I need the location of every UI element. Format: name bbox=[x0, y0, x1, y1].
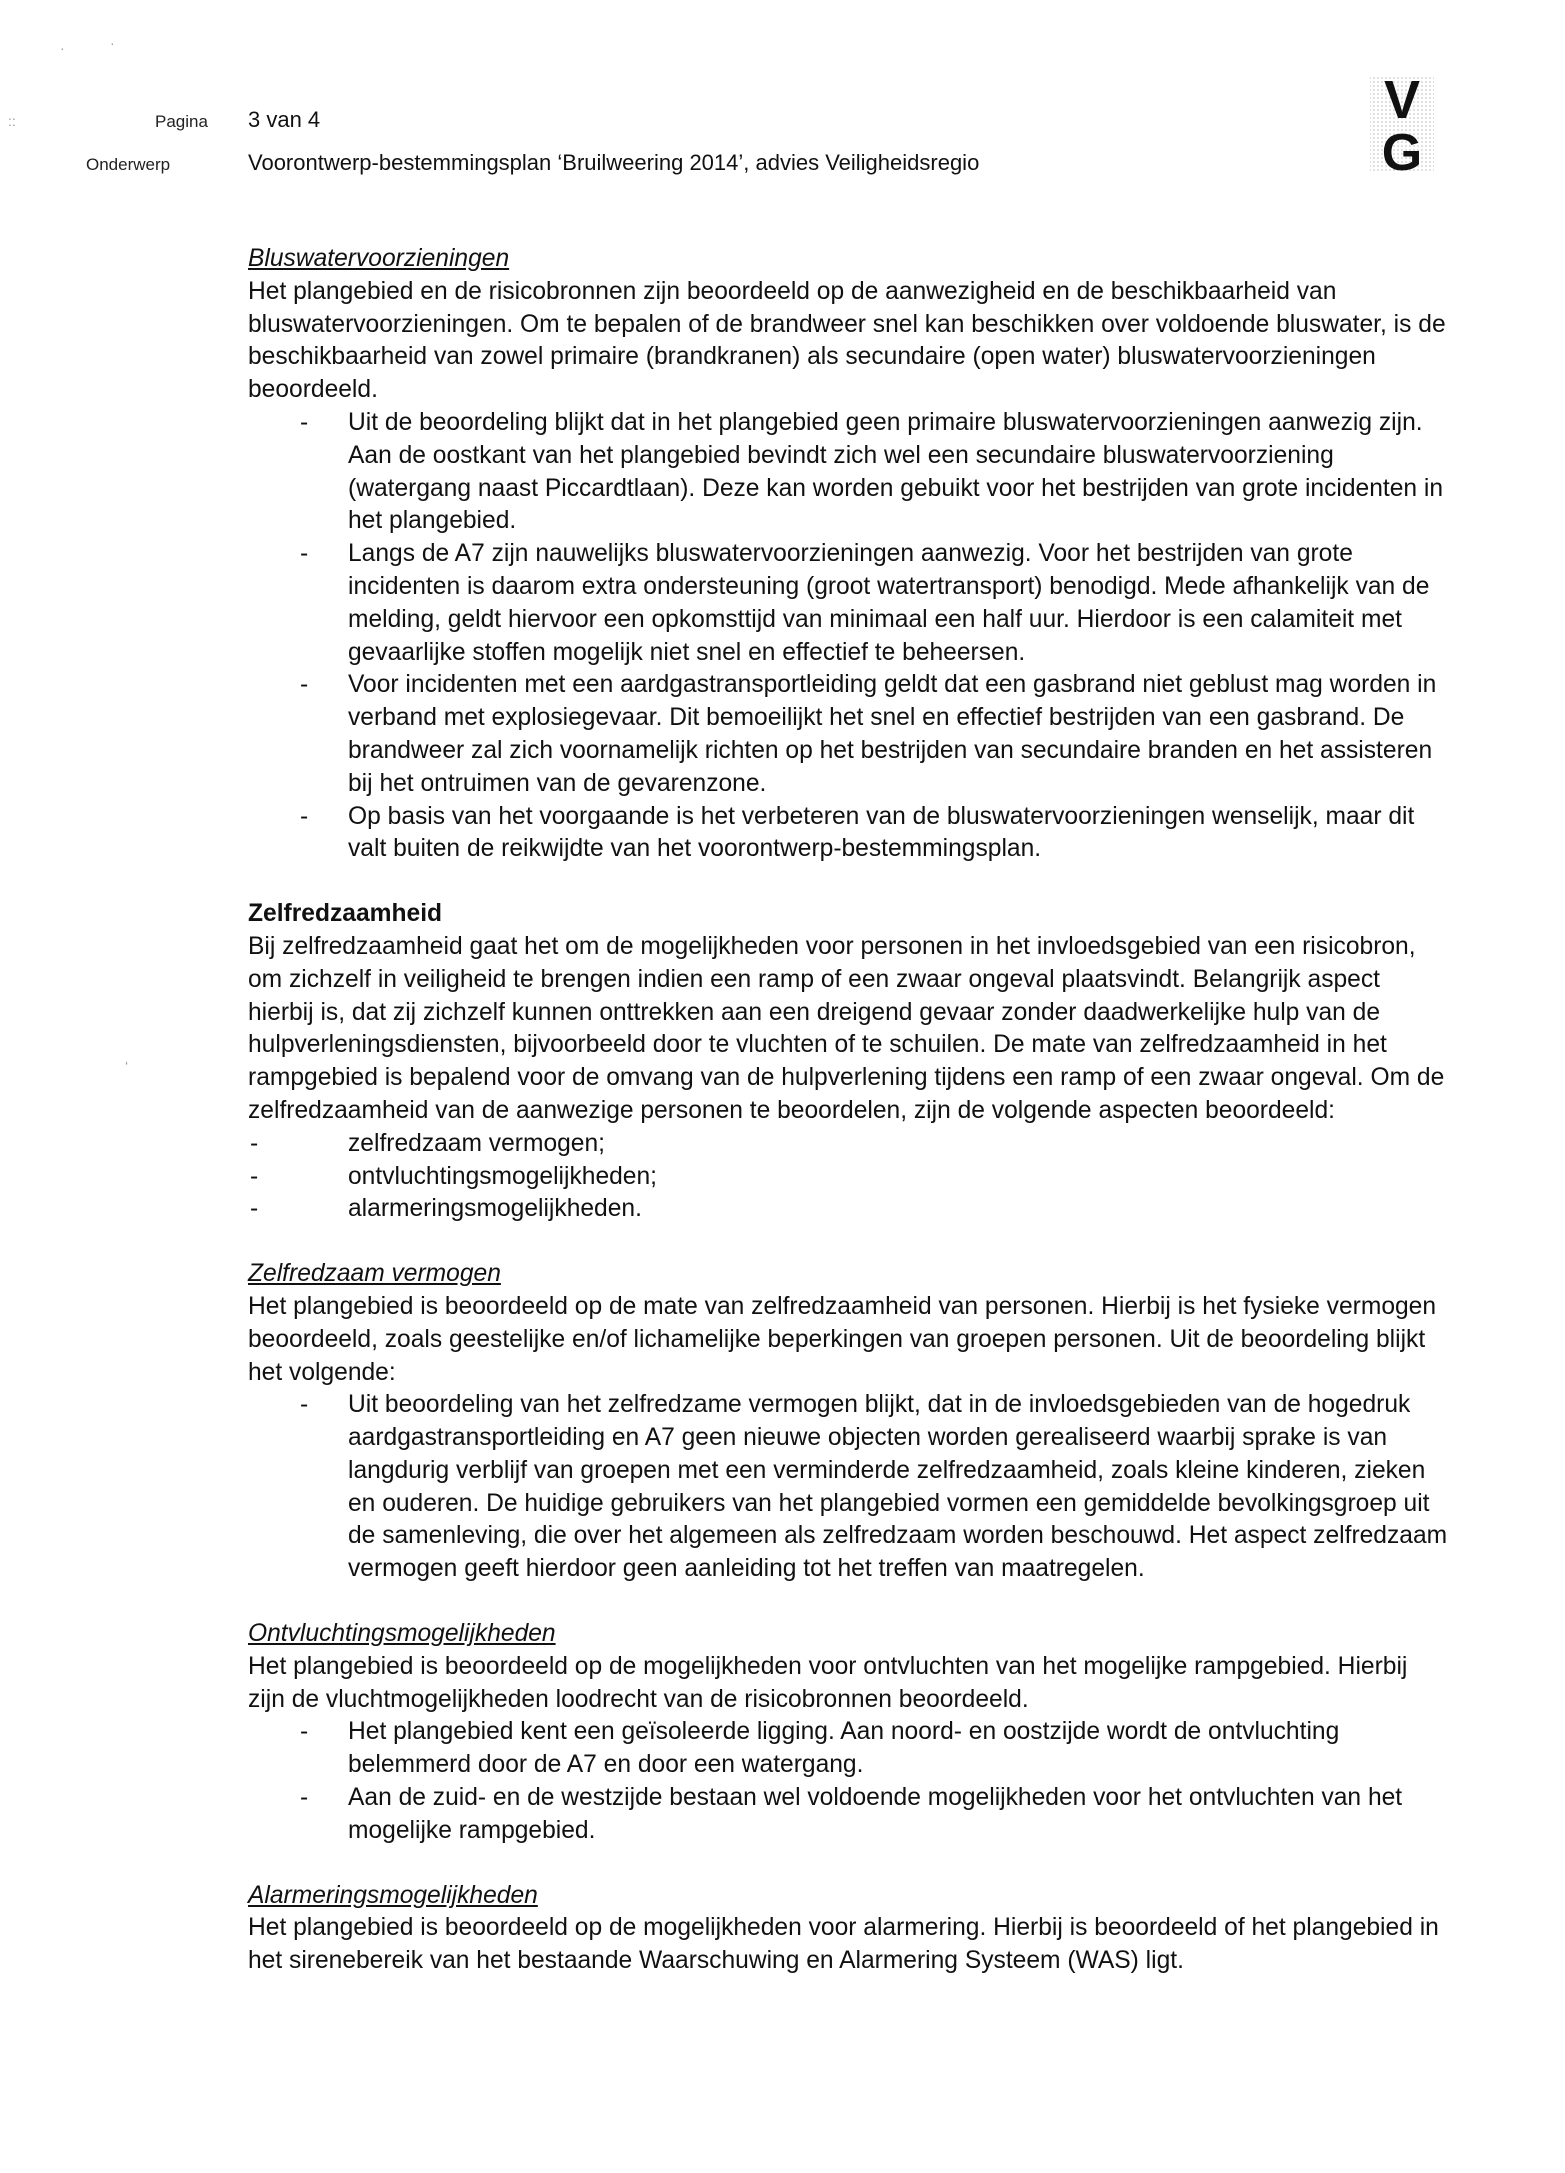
paragraph-zelfredzaamheid: Bij zelfredzaamheid gaat het om de mogelijkheden voor personen in het invloedsgebied van een risicobron, om zichzelf in veiligheid te brengen indien een ramp of een zwaar ongeval plaatsvindt. Belangrijk aspect hierbij is, dat zij zichzelf kunnen onttrekken aan een dreigend gevaar zonder daadwerkelijke hulp van de hulpverleningsdiensten, bijvoorbeeld door te vluchten of te schuilen. De mate van zelfredzaamheid in het rampgebied is bepalend voor de omvang van de hulpverlening tijdens een ramp of een zwaar ongeval. Om de zelfredzaamheid van de aanwezige personen te beoordelen, zijn de volgende aspecten beoordeeld: bbox=[248, 932, 1445, 1124]
paragraph-bluswater: Het plangebied en de risicobronnen zijn beoordeeld op de aanwezigheid en de beschikbaarheid van bluswatervoorzieningen. Om te bepalen of de brandweer snel kan beschikken over voldoende bluswater, is de beschikbaarheid van zowel primaire (brandkranen) als secundaire (open water) bluswatervoorzieningen beoordeeld. bbox=[248, 277, 1446, 404]
list-item: - ontvluchtingsmogelijkheden; bbox=[348, 1161, 1448, 1194]
list-item: - Voor incidenten met een aardgastransportleiding geldt dat een gasbrand niet geblust mag worden in verband met explosiegevaar. Dit bemoeilijkt het snel en effectief bestrijden van een gasbrand. De brandweer zal zich voornamelijk richten op het bestrijden van secundaire branden en het assisteren bij het ontruimen van de gevarenzone. bbox=[348, 669, 1448, 800]
list-item: - Op basis van het voorgaande is het verbeteren van de bluswatervoorzieningen wenselijk, maar dit valt buiten de reikwijdte van het voorontwerp-bestemmingsplan. bbox=[348, 801, 1448, 867]
paragraph-alarmering: Het plangebied is beoordeeld op de mogelijkheden voor alarmering. Hierbij is beoordeeld of het plangebied in het sirenebereik van het bestaande Waarschuwing en Alarmering Systeem (WAS) ligt. bbox=[248, 1914, 1439, 1975]
paragraph-ontvluchting: Het plangebied is beoordeeld op de mogelijkheden voor ontvluchten van het mogelijke rampgebied. Hierbij zijn de vluchtmogelijkheden loodrecht van de risicobronnen beoordeeld. bbox=[248, 1652, 1408, 1713]
bullet-list-bluswater bbox=[248, 407, 1448, 866]
list-item: - Het plangebied kent een geïsoleerde ligging. Aan noord- en oostzijde wordt de ontvluchting belemmerd door de A7 en door een watergang. bbox=[348, 1716, 1448, 1782]
bullet-list-aspecten bbox=[248, 1128, 1448, 1226]
vg-logo bbox=[1368, 56, 1438, 176]
paragraph-zelfredzaam-vermogen: Het plangebied is beoordeeld op de mate van zelfredzaamheid van personen. Hierbij is het fysieke vermogen beoordeeld, zoals geestelijke en/of lichamelijke beperkingen van groepen personen. Uit de beoordeling blijkt het volgende: bbox=[248, 1292, 1437, 1386]
scan-speck: ‘ bbox=[125, 1058, 129, 1074]
page-number: 3 van 4 bbox=[248, 107, 321, 132]
pagina-label: Pagina bbox=[155, 112, 208, 131]
heading-bluswater: Bluswatervoorzieningen bbox=[248, 245, 510, 272]
document-subject: Voorontwerp-bestemmingsplan ‘Bruilweering 2014’, advies Veiligheidsregio bbox=[248, 150, 980, 175]
list-item: - Uit beoordeling van het zelfredzame vermogen blijkt, dat in de invloedsgebieden van de hogedruk aardgastransportleiding en A7 geen nieuwe objecten worden gerealiseerd waarbij sprake is van langdurig verblijf van groepen met een verminderde zelfredzaamheid, zoals kleine kinderen, zieken en ouderen. De huidige gebruikers van het plangebied vormen een gemiddelde bevolkingsgroep uit de samenleving, die over het algemeen als zelfredzaam worden beschouwd. Het aspect zelfredzaam vermogen geeft hierdoor geen aanleiding tot het treffen van maatregelen. bbox=[348, 1389, 1448, 1586]
heading-ontvluchting: Ontvluchtingsmogelijkheden bbox=[248, 1620, 556, 1648]
bullet-list-vermogen bbox=[248, 1389, 1448, 1586]
scan-speck: · bbox=[60, 40, 65, 56]
logo-letter-g: G bbox=[1381, 124, 1423, 176]
logo-letter-v: V bbox=[1383, 70, 1421, 130]
list-item: - Langs de A7 zijn nauwelijks bluswatervoorzieningen aanwezig. Voor het bestrijden van grote incidenten is daarom extra ondersteuning (groot watertransport) benodigd. Mede afhankelijk van de melding, geldt hiervoor een opkomsttijd van minimaal een half uur. Hierdoor is een calamiteit met gevaarlijke stoffen mogelijk niet snel en effectief te beheersen. bbox=[348, 538, 1448, 669]
list-item: - Uit de beoordeling blijkt dat in het plangebied geen primaire bluswatervoorzieningen aanwezig zijn. Aan de oostkant van het plangebied bevindt zich wel een secundaire bluswatervoorziening (watergang naast Piccardtlaan). Deze kan worden gebuikt voor het bestrijden van grote incidenten in het plangebied. bbox=[348, 407, 1448, 538]
heading-zelfredzaam-vermogen: Zelfredzaam vermogen bbox=[248, 1260, 501, 1288]
bullet-list-ontvluchting bbox=[248, 1716, 1448, 1847]
list-item: - alarmeringsmogelijkheden. bbox=[348, 1193, 1448, 1226]
scan-speck: · bbox=[110, 35, 115, 51]
document-body bbox=[248, 243, 1448, 1978]
heading-zelfredzaamheid: Zelfredzaamheid bbox=[248, 900, 443, 928]
onderwerp-label: Onderwerp bbox=[86, 155, 171, 174]
scan-speck: :: bbox=[8, 113, 16, 129]
heading-alarmering: Alarmeringsmogelijkheden bbox=[248, 1881, 538, 1909]
list-item: - Aan de zuid- en de westzijde bestaan wel voldoende mogelijkheden voor het ontvluchten van het mogelijke rampgebied. bbox=[348, 1782, 1448, 1848]
list-item: - zelfredzaam vermogen; bbox=[348, 1128, 1448, 1161]
